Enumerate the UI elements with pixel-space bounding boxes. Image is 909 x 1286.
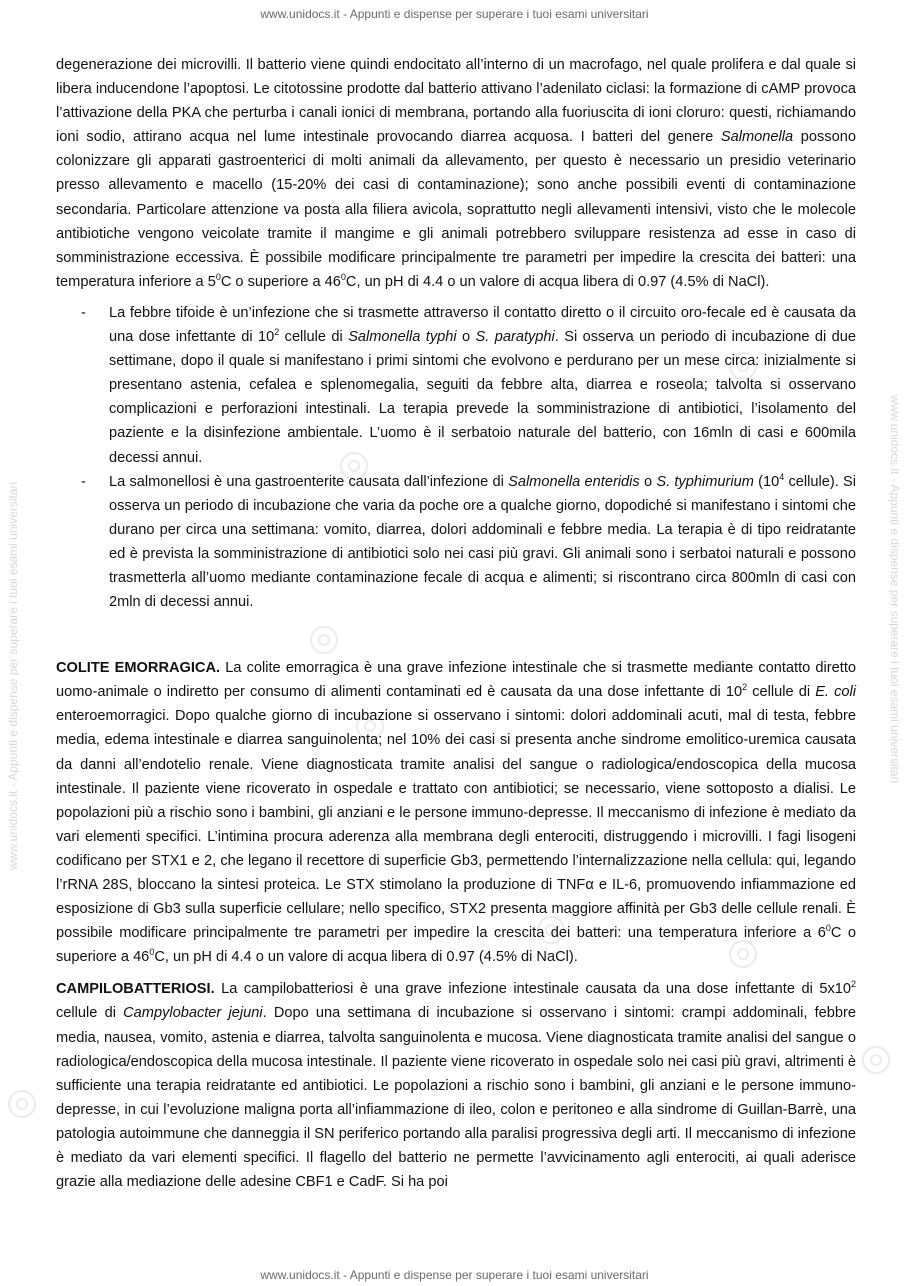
document-page — [56, 53, 856, 1194]
watermark-logo-icon — [8, 1090, 36, 1118]
watermark-side-right: www.unidocs.it - Appunti e dispense per superare i tuoi esami universitari — [888, 395, 902, 784]
watermark-logo-icon — [862, 1046, 890, 1074]
section-spacer — [56, 614, 856, 656]
paragraph-colite-emorragica: COLITE EMORRAGICA. La colite emorragica è una grave infezione intestinale che si trasmette mediante contatto diretto uomo-animale o indiretto per consumo di alimenti contaminati ed è causata da una dose infettante di $10^2$ cellule di E. coli enteroemorragici. Dopo qualche giorno di incubazione si osservano i sintomi: dolori addominali acuti, mal di testa, febbre media, edema intestinale e diarrea sanguinolenta; nel 10% dei casi si presenta anche sindrome emolitico-uremica causata da danni all’endotelio renale. Viene diagnosticata tramite analisi del sangue o radiologica/endoscopica della mucosa intestinale. Il paziente viene ricoverato in ospedale e trattato con antibiotici; se necessario, viene sottoposto a dialisi. Le popolazioni più a rischio sono i bambini, gli anziani e le persone immuno-depresse. Il meccanismo di infezione è mediato da vari elementi specifici. L’intimina procura aderenza alla membrana degli enterociti, distruggendo i microvilli. I fagi lisogeni codificano per STX1 e 2, che legano il recettore di superficie Gb3, permettendo l’internalizzazione nella cellula: qui, legando l’rRNA 28S, bloccano la sintesi proteica. Le STX stimolano la produzione di TNFα e IL-6, promuovendo infiammazione ed esposizione di Gb3 sulla superficie cellulare; nello specifico, STX2 presenta maggiore affinità per Gb3 delle cellule renali. È possibile modificare principalmente tre parametri per impedire la crescita dei batteri: una temperatura inferiore a $6^0C$ o superiore a $46^0C$, un pH di 4.4 o un valore di acqua libera di 0.97 (4.5% di NaCl). — [56, 660, 856, 966]
section-heading-colite: COLITE EMORRAGICA. — [56, 660, 221, 677]
list-item-salmonellosi: - La salmonellosi è una gastroenterite causata dall’infezione di Salmonella enteridis o S. typhimurium ($10^4$ cellule). Si osserva un periodo di incubazione che varia da poche ore a qualche giorno, dopodiché si manifestano i sintomi che durano per circa una settimana: vomito, diarrea, dolori addominali e febbre media. La terapia è di tipo reidratante ed è prevista la somministrazione di antibiotici solo nei casi più gravi. Gli animali sono i serbatoi naturali e possono trasmetterla all’uomo mediante contaminazione fecale di acqua e alimenti; si riscontrano circa 800mln di casi con 2mln di decessi annui. — [109, 470, 856, 615]
section-heading-campilobatteriosi: CAMPILOBATTERIOSI. — [56, 981, 215, 998]
watermark-header: www.unidocs.it - Appunti e dispense per superare i tuoi esami universitari — [260, 7, 649, 21]
list-item-febbre-tifoide: - La febbre tifoide è un’infezione che si trasmette attraverso il contatto diretto o il circuito oro-fecale ed è causata da una dose infettante di $10^2$ cellule di Salmonella typhi o S. paratyphi. Si osserva un periodo di incubazione di due settimane, dopo il quale si manifestano i primi sintomi che evolvono e perdurano per un mese circa: inizialmente si presentano astenia, cefalea e splenomegalia, seguiti da febbre alta, diarrea e roseola; talvolta si osservano complicazioni e perforazioni intestinali. La terapia prevede la somministrazione di antibiotici, l’isolamento del paziente e la disinfezione ambientale. L’uomo è il serbatoio naturale del batterio, con 16mln di casi e 600mila decessi annui. — [109, 301, 856, 470]
watermark-footer: www.unidocs.it - Appunti e dispense per superare i tuoi esami universitari — [260, 1268, 649, 1282]
paragraph-salmonella: degenerazione dei microvilli. Il batterio viene quindi endocitato all’interno di un macrofago, nel quale prolifera e dal quale si libera inducendone l’apoptosi. Le citotossine prodotte dal batterio attivano l’adenilato ciclasi: la formazione di cAMP provoca l’attivazione della PKA che perturba i canali ionici di membrana, portando alla fuoriuscita di ioni cloruro: questi, richiamando ioni sodio, attirano acqua nel lume intestinale provocando diarrea acquosa. I batteri del genere Salmonella possono colonizzare gli apparati gastroenterici di molti animali da allevamento, per questo è necessario un presidio veterinario presso allevamento e macello (15-20% dei casi di contaminazione); sono anche possibili eventi di contaminazione secondaria. Particolare attenzione va posta alla filiera avicola, soprattutto negli allevamenti intensivi, visto che le molecole antibiotiche vengono veicolate tramite il mangime e gli animali potrebbero sviluppare resistenza ad esse in caso di somministrazione eccessiva. È possibile modificare principalmente tre parametri per impedire la crescita dei batteri: una temperatura inferiore a $5^0C$ o superiore a $46^0C$, un pH di 4.4 o un valore di acqua libera di 0.97 (4.5% di NaCl). — [56, 57, 856, 290]
paragraph-campilobatteriosi: CAMPILOBATTERIOSI. La campilobatteriosi è una grave infezione intestinale causata da una dose infettante di $5x10^2$ cellule di Campylobacter jejuni. Dopo una settimana di incubazione si osservano i sintomi: crampi addominali, febbre media, nausea, vomito, astenia e diarrea, talvolta sanguinolenta e mucosa. Viene diagnosticata tramite analisi del sangue o radiologica/endoscopica della mucosa intestinale. Il paziente viene ricoverato in ospedale solo nei casi più gravi, altrimenti è sufficiente una terapia reidratante ed antibiotici. Le popolazioni a rischio sono i bambini, gli anziani e le persone immuno-depresse, in cui l’evoluzione maligna porta all’infiammazione di ileo, colon e peritoneo e alla sindrome di Guillan-Barrè, una patologia autoimmune che danneggia il SN periferico portando alla paralisi progressiva degli arti. Il meccanismo di infezione è mediato da vari elementi specifici. Il flagello del batterio ne permette l’avvicinamento agli enterociti, ai quali aderisce grazie alla mediazione delle adesine CBF1 e CadF. Si ha poi — [56, 979, 856, 1191]
paragraph-spacer — [56, 969, 856, 977]
watermark-side-left: www.unidocs.it - Appunti e dispense per superare i tuoi esami universitari — [6, 481, 20, 870]
disease-list — [56, 301, 856, 614]
